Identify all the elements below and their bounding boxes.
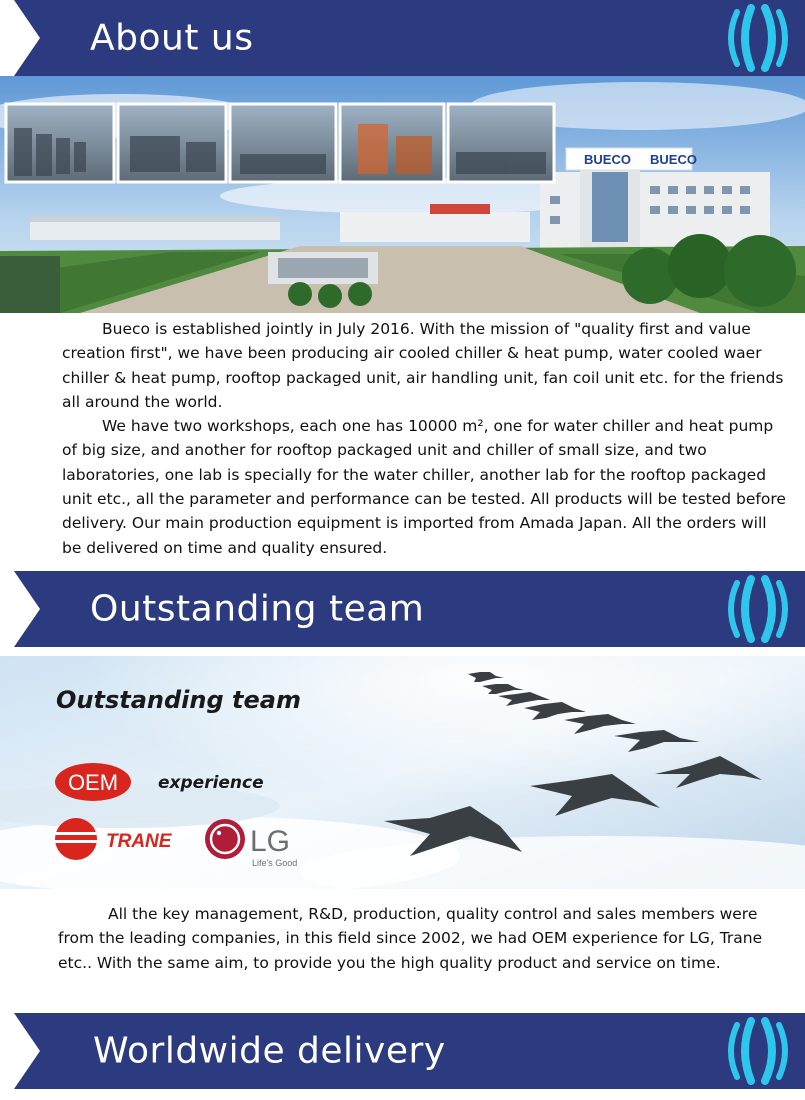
- trane-logo: TRANE: [106, 831, 172, 852]
- factory-photo: [0, 76, 805, 313]
- team-text: [58, 902, 788, 975]
- outstanding-team-banner: [0, 571, 805, 647]
- team-paragraph: All the key management, R&D, production, quality control and sales members were from the leading companies, in this field since 2002, we had OEM experience for LG, Trane etc.. With the same aim, to provide you the high quality product and service on time.: [58, 905, 763, 972]
- about-paragraph-1: Bueco is established jointly in July 2016. With the mission of "quality first and value creation first", we have been producing air cooled chiller & heat pump, water cooled waer chiller & heat pump, rooftop packaged unit, air handling unit, fan coil unit etc. for the friends all around the world.: [62, 320, 784, 411]
- bueco-sign-1: BUECO: [584, 152, 631, 167]
- about-us-title: About us: [90, 17, 254, 59]
- worldwide-delivery-title: Worldwide delivery: [93, 1030, 446, 1072]
- image-heading-outstanding-team: Outstanding team: [56, 686, 301, 714]
- chevron-notch-icon: [0, 1013, 40, 1089]
- chevron-notch-icon: [0, 571, 40, 647]
- about-paragraph-2: We have two workshops, each one has 10000 m², one for water chiller and heat pump of big size, and another for rooftop packaged unit and chiller of small size, and two laboratories, one lab is specially for the water chiller, another lab for the rooftop packaged unit etc., all the parameter and performance can be tested. All products will be tested before delivery. Our main production equipment is imported from Amada Japan. All the orders will be delivered on time and quality ensured.: [62, 417, 786, 557]
- team-image: [0, 656, 805, 889]
- about-us-banner: [0, 0, 805, 76]
- blue-wave-logo-icon: [723, 575, 793, 643]
- lg-logo: LG: [250, 825, 291, 858]
- worldwide-delivery-banner: [0, 1013, 805, 1089]
- experience-label: experience: [158, 773, 264, 793]
- lg-tagline: Life's Good: [252, 858, 298, 868]
- oem-badge: OEM: [67, 770, 119, 795]
- outstanding-team-title: Outstanding team: [90, 588, 425, 630]
- about-us-text: [62, 317, 790, 560]
- blue-wave-logo-icon: [723, 1017, 793, 1085]
- bueco-sign-2: BUECO: [650, 152, 697, 167]
- blue-wave-logo-icon: [723, 4, 793, 72]
- chevron-notch-icon: [0, 0, 40, 76]
